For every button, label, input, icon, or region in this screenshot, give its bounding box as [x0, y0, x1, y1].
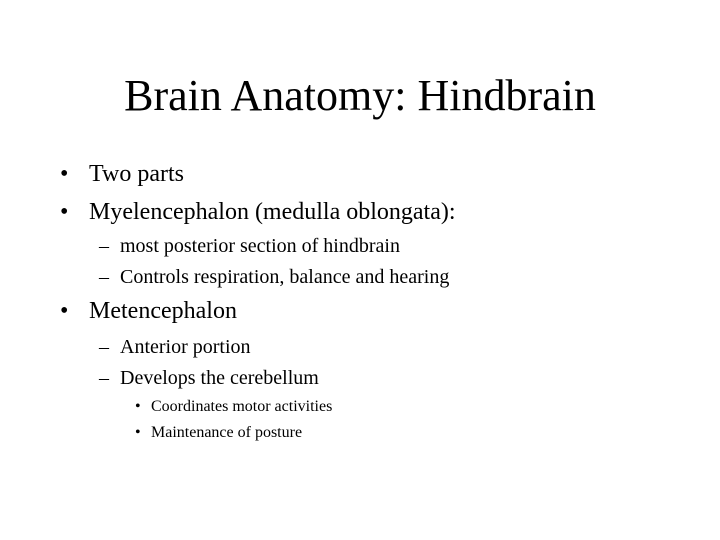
dash-marker: –: [99, 367, 109, 389]
bullet-text: Metencephalon: [89, 298, 237, 324]
bullet-marker: •: [60, 161, 69, 187]
bullet-text: Myelencephalon (medulla oblongata):: [89, 199, 456, 225]
slide-title: Brain Anatomy: Hindbrain: [124, 71, 596, 120]
bullet-marker: •: [60, 298, 69, 324]
bullet-marker: •: [135, 398, 141, 415]
dash-marker: –: [99, 235, 109, 257]
bullet-marker: •: [135, 424, 141, 441]
sub-bullet-text: Develops the cerebellum: [120, 367, 319, 389]
sub-sub-bullet-text: Maintenance of posture: [151, 424, 303, 441]
dash-marker: –: [99, 336, 109, 358]
dash-marker: –: [99, 266, 109, 288]
sub-bullet-text: most posterior section of hindbrain: [120, 235, 400, 257]
bullet-text: Two parts: [89, 161, 184, 187]
sub-bullet-text: Controls respiration, balance and hearing: [120, 266, 450, 288]
bullet-marker: •: [60, 199, 69, 225]
sub-bullet-text: Anterior portion: [120, 336, 251, 358]
sub-sub-bullet-text: Coordinates motor activities: [151, 398, 333, 415]
